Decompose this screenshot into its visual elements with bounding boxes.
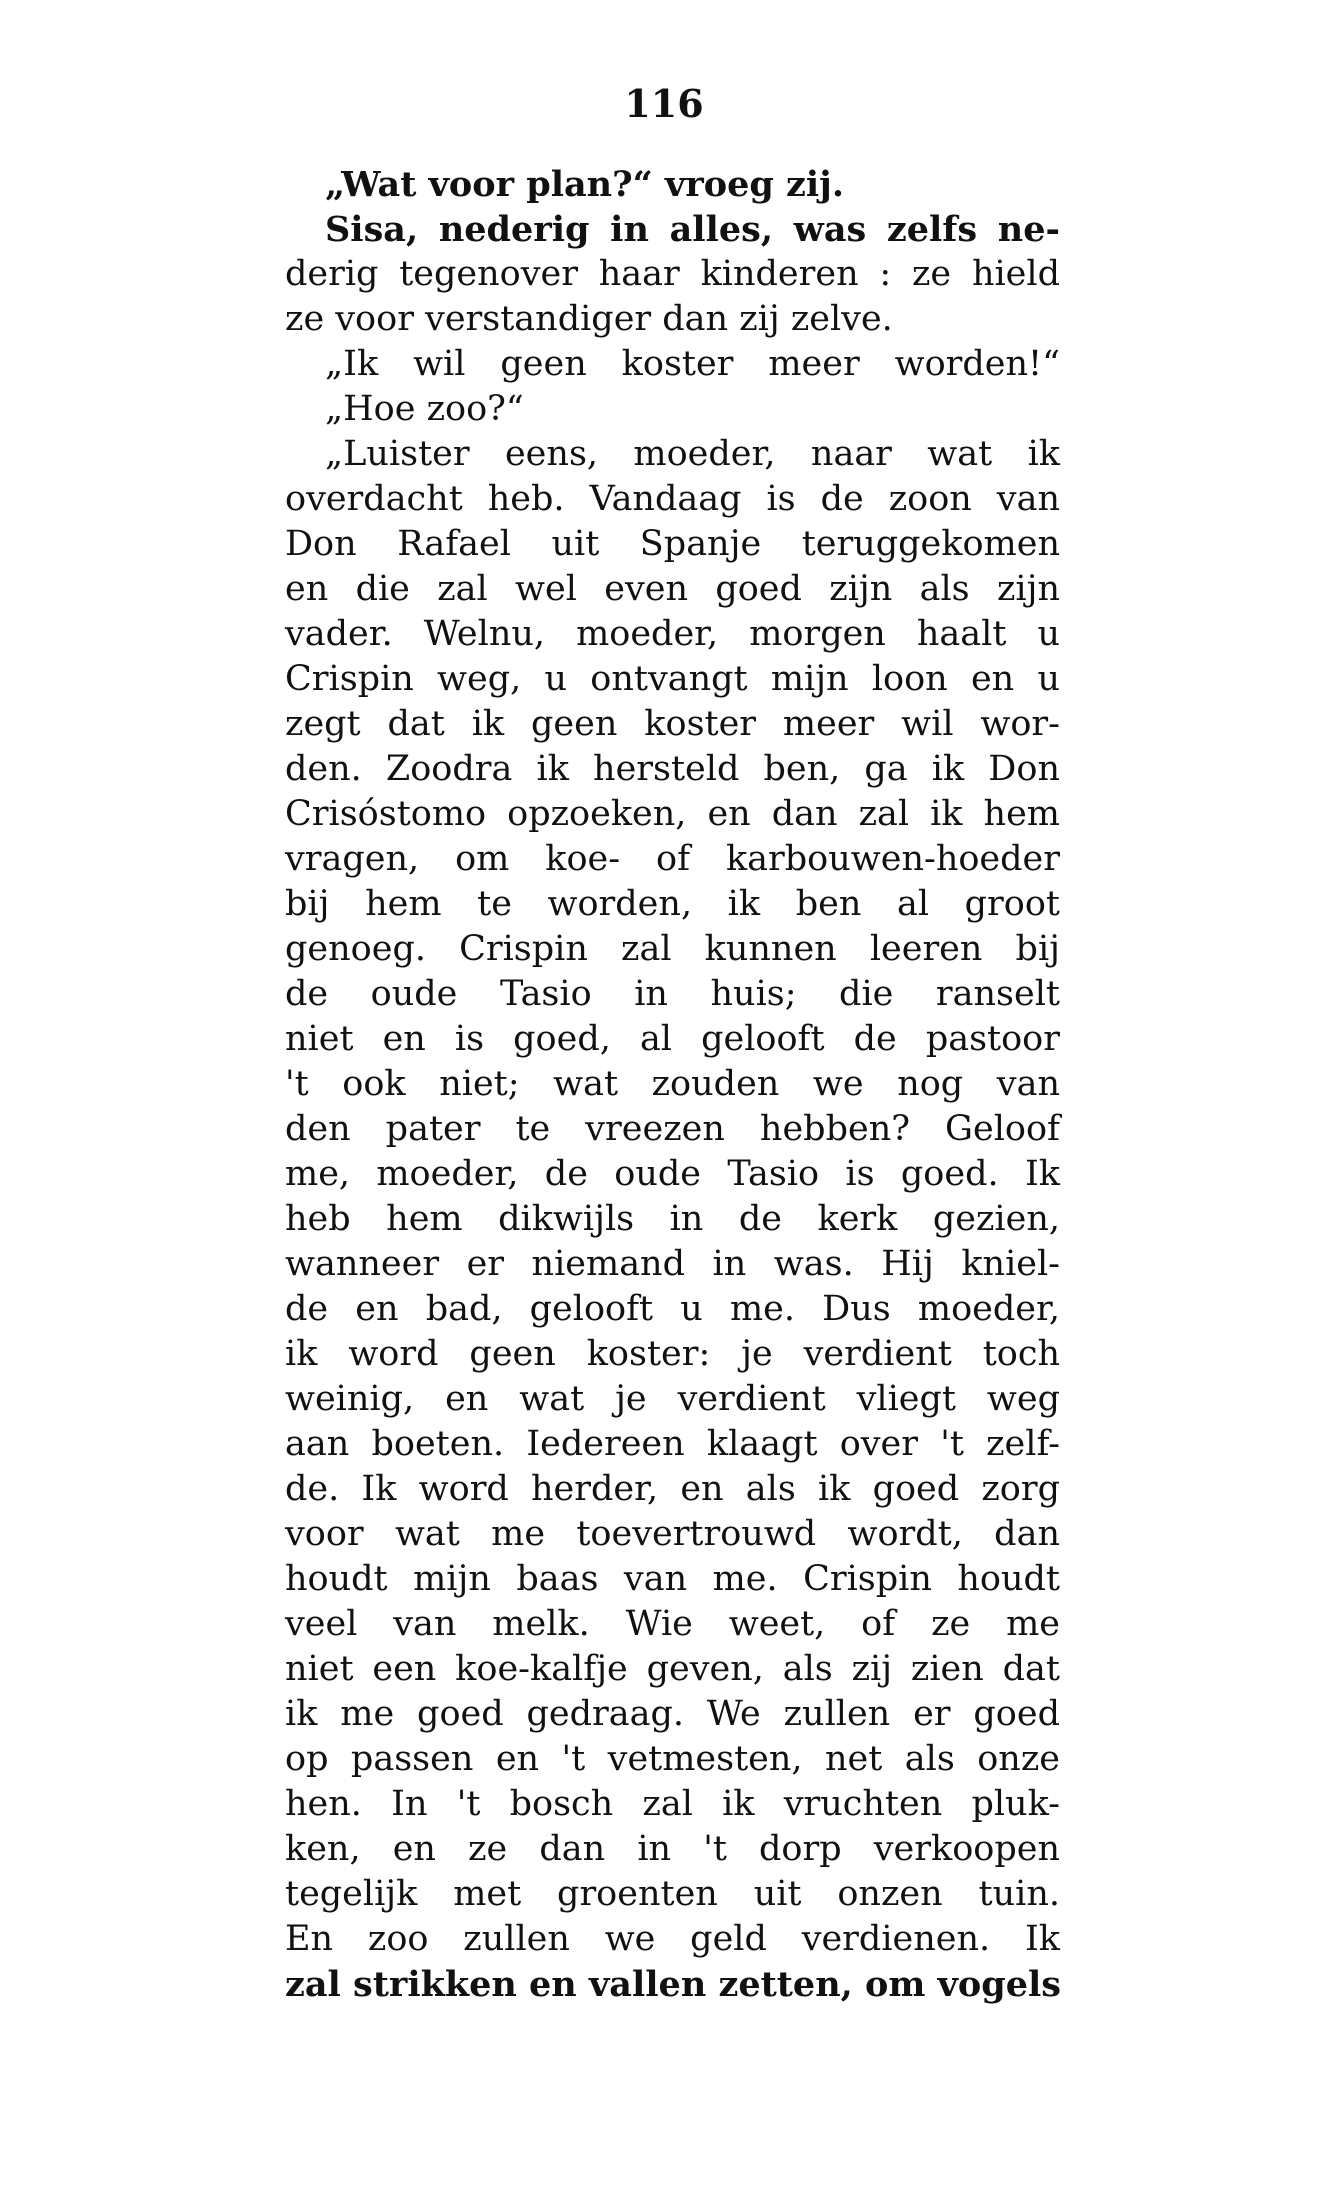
text-line: „Wat voor plan?“ vroeg zij.	[325, 164, 845, 205]
text-line: zal strikken en vallen zetten, om vogels	[285, 1964, 1061, 2005]
text-line: tegelijk met groenten uit onzen tuin.	[285, 1874, 1060, 1914]
text-line: vragen, om koe- of karbouwen-hoeder	[285, 839, 1060, 879]
text-line: ik word geen koster: je verdient toch	[285, 1334, 1060, 1374]
text-line: niet een koe-kalfje geven, als zij zien dat	[285, 1649, 1060, 1689]
text-line: „Luister eens, moeder, naar wat ik	[325, 434, 1060, 474]
text-line: op passen en 't vetmesten, net als onze	[285, 1739, 1060, 1779]
text-line: wanneer er niemand in was. Hij kniel-	[285, 1244, 1060, 1284]
text-line: heb hem dikwijls in de kerk gezien,	[285, 1199, 1060, 1239]
text-line: derig tegenover haar kinderen : ze hield	[285, 254, 1060, 294]
text-line: de en bad, gelooft u me. Dus moeder,	[285, 1289, 1060, 1329]
text-line: de. Ik word herder, en als ik goed zorg	[285, 1469, 1060, 1509]
text-line: me, moeder, de oude Tasio is goed. Ik	[285, 1154, 1060, 1194]
text-line: veel van melk. Wie weet, of ze me	[285, 1604, 1060, 1644]
text-line: weinig, en wat je verdient vliegt weg	[285, 1379, 1060, 1419]
text-line: vader. Welnu, moeder, morgen haalt u	[285, 614, 1060, 654]
text-line: voor wat me toevertrouwd wordt, dan	[285, 1514, 1060, 1554]
text-line: niet en is goed, al gelooft de pastoor	[285, 1019, 1060, 1059]
text-line: zegt dat ik geen koster meer wil wor-	[285, 704, 1060, 744]
text-line: houdt mijn baas van me. Crispin houdt	[285, 1559, 1060, 1599]
text-line: den. Zoodra ik hersteld ben, ga ik Don	[285, 749, 1060, 789]
text-line: den pater te vreezen hebben? Geloof	[285, 1109, 1060, 1149]
text-line: „Ik wil geen koster meer worden!“	[325, 344, 1060, 384]
text-line: Sisa, nederig in alles, was zelfs ne-	[325, 209, 1060, 250]
text-line: ik me goed gedraag. We zullen er goed	[285, 1694, 1060, 1734]
text-line: Crisóstomo opzoeken, en dan zal ik hem	[285, 794, 1060, 834]
text-line: overdacht heb. Vandaag is de zoon van	[285, 479, 1060, 519]
text-line: ze voor verstandiger dan zij zelve.	[285, 299, 893, 339]
text-line: en die zal wel even goed zijn als zijn	[285, 569, 1060, 609]
text-line: hen. In 't bosch zal ik vruchten pluk-	[285, 1784, 1060, 1824]
text-line: genoeg. Crispin zal kunnen leeren bij	[285, 929, 1060, 969]
text-line: de oude Tasio in huis; die ranselt	[285, 974, 1060, 1014]
text-line: Crispin weg, u ontvangt mijn loon en u	[285, 659, 1060, 699]
text-line: ken, en ze dan in 't dorp verkoopen	[285, 1829, 1060, 1869]
text-line: aan boeten. Iedereen klaagt over 't zelf-	[285, 1424, 1060, 1464]
text-line: „Hoe zoo?“	[325, 389, 524, 429]
body-text	[285, 162, 1060, 2007]
text-line: En zoo zullen we geld verdienen. Ik	[285, 1919, 1060, 1959]
page-number: 116	[624, 81, 704, 126]
text-line: 't ook niet; wat zouden we nog van	[285, 1064, 1060, 1104]
text-line: bij hem te worden, ik ben al groot	[285, 884, 1060, 924]
text-line: Don Rafael uit Spanje teruggekomen	[285, 524, 1060, 564]
